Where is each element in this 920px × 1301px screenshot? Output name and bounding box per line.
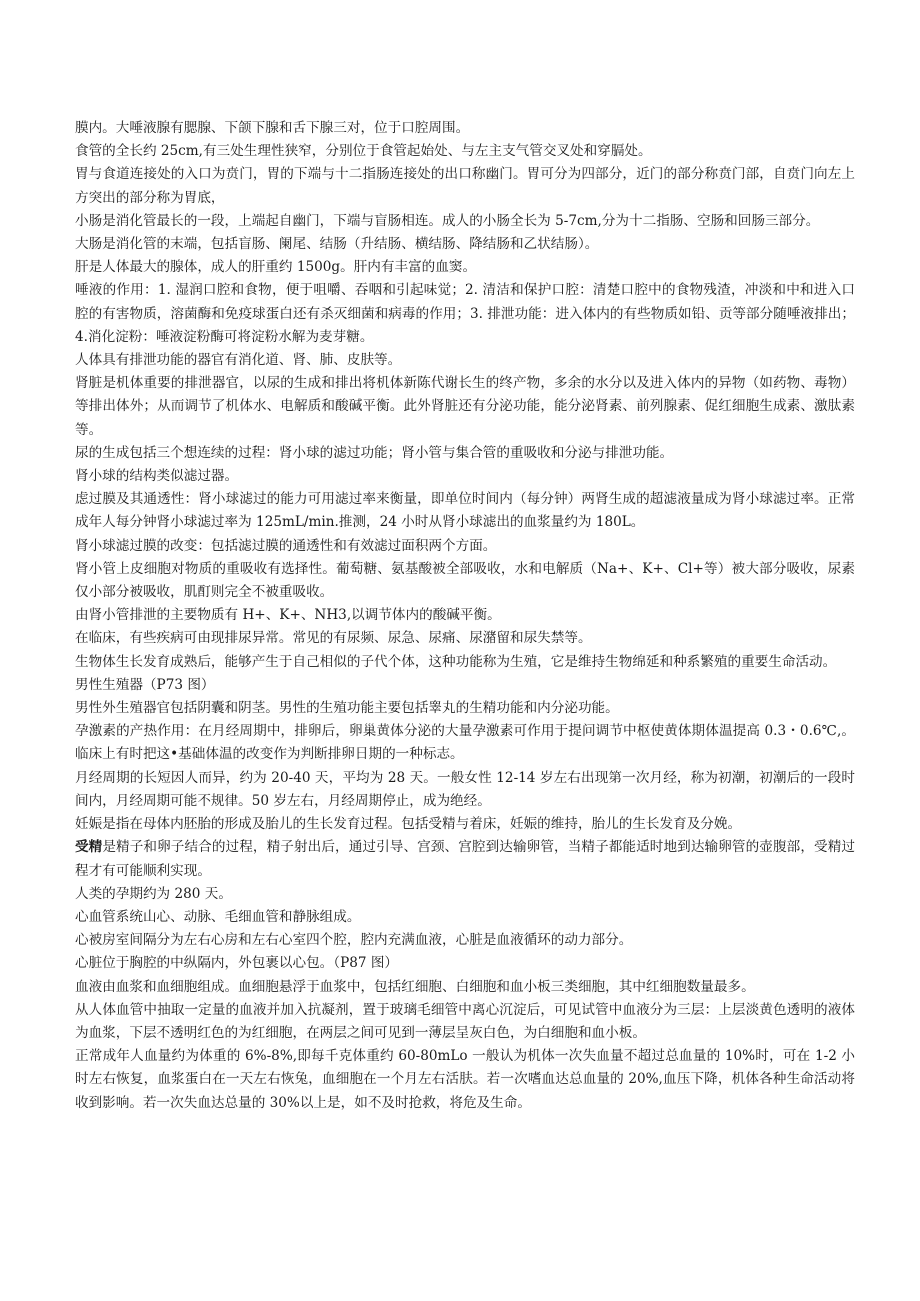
paragraph-membrane-changes: 肾小球滤过膜的改变：包括滤过膜的通透性和有效滤过面积两个方面。 [75, 537, 497, 554]
paragraph-reabsorption: 肾小管上皮细胞对物质的重吸收有选择性。葡萄糖、氨基酸被全部吸收，水和电解质（Na+、K+、Cl+等）被大部分吸收，尿素仅小部分被吸收，肌酊则完全不被重吸收。 [75, 560, 855, 601]
paragraph-male-reproductive-heading: 男性生殖器（P73 图） [75, 676, 215, 693]
paragraph-blood-volume: 正常成年人血量约为体重的 6%-8%,即每千克体重约 60-80mLo 一般认为机体一次失血量不超过总血量的 10%时，可在 1-2 小时左右恢复，血浆蛋白在一天左右恢兔，血细胞在一个月左右活肤。若一次嗜血达总血量的 20%,血压下降，机体各种生命活动将收到影响。若一次失血达总量的 30%以上是，如不及时抢救，将危及生命。 [75, 1048, 855, 1111]
paragraph-heart-position: 心脏位于胸腔的中纵隔内，外包裹以心包。（P87 图） [75, 955, 399, 972]
paragraph-liver: 肝是人体最大的腺体，成人的肝重约 1500g。肝内有丰富的血窦。 [75, 259, 477, 276]
paragraph-tubular-excretion: 由肾小管排泄的主要物质有 H+、K+、NH3,以调节体内的酸碱平衡。 [75, 607, 501, 624]
paragraph-pregnancy: 妊娠是指在母体内胚胎的形成及胎儿的生长发育过程。包括受精与着床，妊娠的维持，胎儿的生长发育及分娩。 [75, 816, 742, 833]
document-body [75, 117, 855, 1115]
paragraph-large-intestine: 大肠是消化管的末端，包括盲肠、阑尾、结肠（升结肠、横结肠、降结肠和乙状结肠）。 [75, 236, 599, 253]
paragraph-heart-chambers: 心被房室间隔分为左右心房和左右心室四个腔，腔内充满血液，心脏是血液循环的动力部分。 [75, 932, 633, 949]
paragraph-blood-composition: 血液由血浆和血细胞组成。血细胞悬浮于血浆中，包括红细胞、白细胞和血小板三类细胞，其中红细胞数量最多。 [75, 978, 755, 995]
paragraph-saliva-functions: 唾液的作用：1. 湿润口腔和食物，便于咀嚼、吞咽和引起味觉；2. 清洁和保护口腔：清楚口腔中的食物残渣，冲淡和中和进入口腔的有害物质，溶菌酶和免疫球蛋白还有杀灭细菌和病毒的作用；3. 排泄功能：进入体内的有些物质如铅、贡等部分随唾液排出；4.消化淀粉：唾液淀粉酶可将淀粉水解为麦芽糖。 [75, 282, 855, 345]
paragraph-glomerulus: 肾小球的结构类似滤过器。 [75, 468, 239, 485]
paragraph-urination-abnormal: 在临床，有些疾病可由现排尿异常。常见的有尿频、尿急、尿痛、尿潴留和尿失禁等。 [75, 630, 592, 647]
paragraph-kidney: 肾脏是机体重要的排泄器官，以尿的生成和排出将机体新陈代谢长生的终产物，多余的水分以及进入体内的异物（如药物、毒物）等排出体外；从而调节了机体水、电解质和酸碱平衡。此外肾脏还有分泌功能，能分泌肾素、前列腺素、促红细胞生成素、激肽素等。 [75, 375, 855, 438]
paragraph-excretory-organs: 人体具有排泄功能的器官有消化道、肾、肺、皮肤等。 [75, 352, 402, 369]
paragraph-reproduction: 生物体生长发育成熟后，能够产生于自己相似的子代个体，这种功能称为生殖，它是维持生物绵延和种系繁殖的重要生命活动。 [75, 653, 837, 670]
paragraph-menstrual-cycle: 月经周期的长短因人而异，约为 20-40 天，平均为 28 天。一般女性 12-14 岁左右出现第一次月经，称为初潮，初潮后的一段时间内，月经周期可能不规律。50 岁左右，月经周期停止，成为绝经。 [75, 769, 855, 809]
paragraph-gestation: 人类的孕期约为 280 天。 [75, 885, 232, 902]
paragraph-blood-layers: 从人体血管中抽取一定量的血液并加入抗凝剂，置于玻璃毛细管中离心沉淀后，可见试管中血液分为三层：上层淡黄色透明的液体为血浆，下层不透明红色的为红细胞，在两层之间可见到一薄层呈灰白色，为白细胞和血小板。 [75, 1001, 855, 1041]
paragraph-progesterone: 孕激素的产热作用：在月经周期中，排卵后，卵巢黄体分泌的大量孕激素可作用于提问调节中枢使黄体期体温提高 0.3・0.6℃,。临床上有时把这•基础体温的改变作为判断排卵日期的一种标志。 [75, 723, 855, 763]
paragraph-stomach: 胃与食道连接处的入口为贲门，胃的下端与十二指肠连接处的出口称幽门。胃可分为四部分，近门的部分称贲门部，自贲门向左上方突出的部分称为胃底， [75, 166, 855, 206]
paragraph-urine-formation: 尿的生成包括三个想连续的过程：肾小球的滤过功能；肾小管与集合管的重吸收和分泌与排泄功能。 [75, 444, 674, 461]
paragraph-filtration-membrane: 虑过膜及其通透性：肾小球滤过的能力可用滤过率来衡量，即单位时间内（每分钟）两肾生成的超滤液量成为肾小球滤过率。正常成年人每分钟肾小球滤过率为 125mL/min.推测，24 小时从肾小球滤出的血浆量约为 180L。 [75, 491, 855, 531]
paragraph-fertilization [75, 836, 855, 882]
paragraph-male-external-organs: 男性外生殖器官包括阴囊和阴茎。男性的生殖功能主要包括睾丸的生精功能和内分泌功能。 [75, 700, 619, 717]
paragraph-esophagus: 食管的全长约 25cm,有三处生理性狭窄，分别位于食管起始处、与左主支气管交叉处和穿膈处。 [75, 143, 652, 160]
paragraph-cardiovascular: 心血管系统山心、动脉、毛细血管和静脉组成。 [75, 908, 361, 925]
fertilization-term: 受精 [75, 839, 103, 856]
paragraph-salivary-glands: 膜内。大唾液腺有腮腺、下颌下腺和舌下腺三对，位于口腔周围。 [75, 120, 470, 136]
paragraph-small-intestine: 小肠是消化管最长的一段，上端起自幽门，下端与盲肠相连。成人的小肠全长为 5-7cm,分为十二指肠、空肠和回肠三部分。 [75, 212, 820, 229]
fertilization-text: 是精子和卵子结合的过程，精子射出后，通过引导、宫颈、宫腔到达输卵管，当精子都能适时地到达输卵管的壶腹部，受精过程才有可能顺利实现。 [75, 839, 855, 879]
